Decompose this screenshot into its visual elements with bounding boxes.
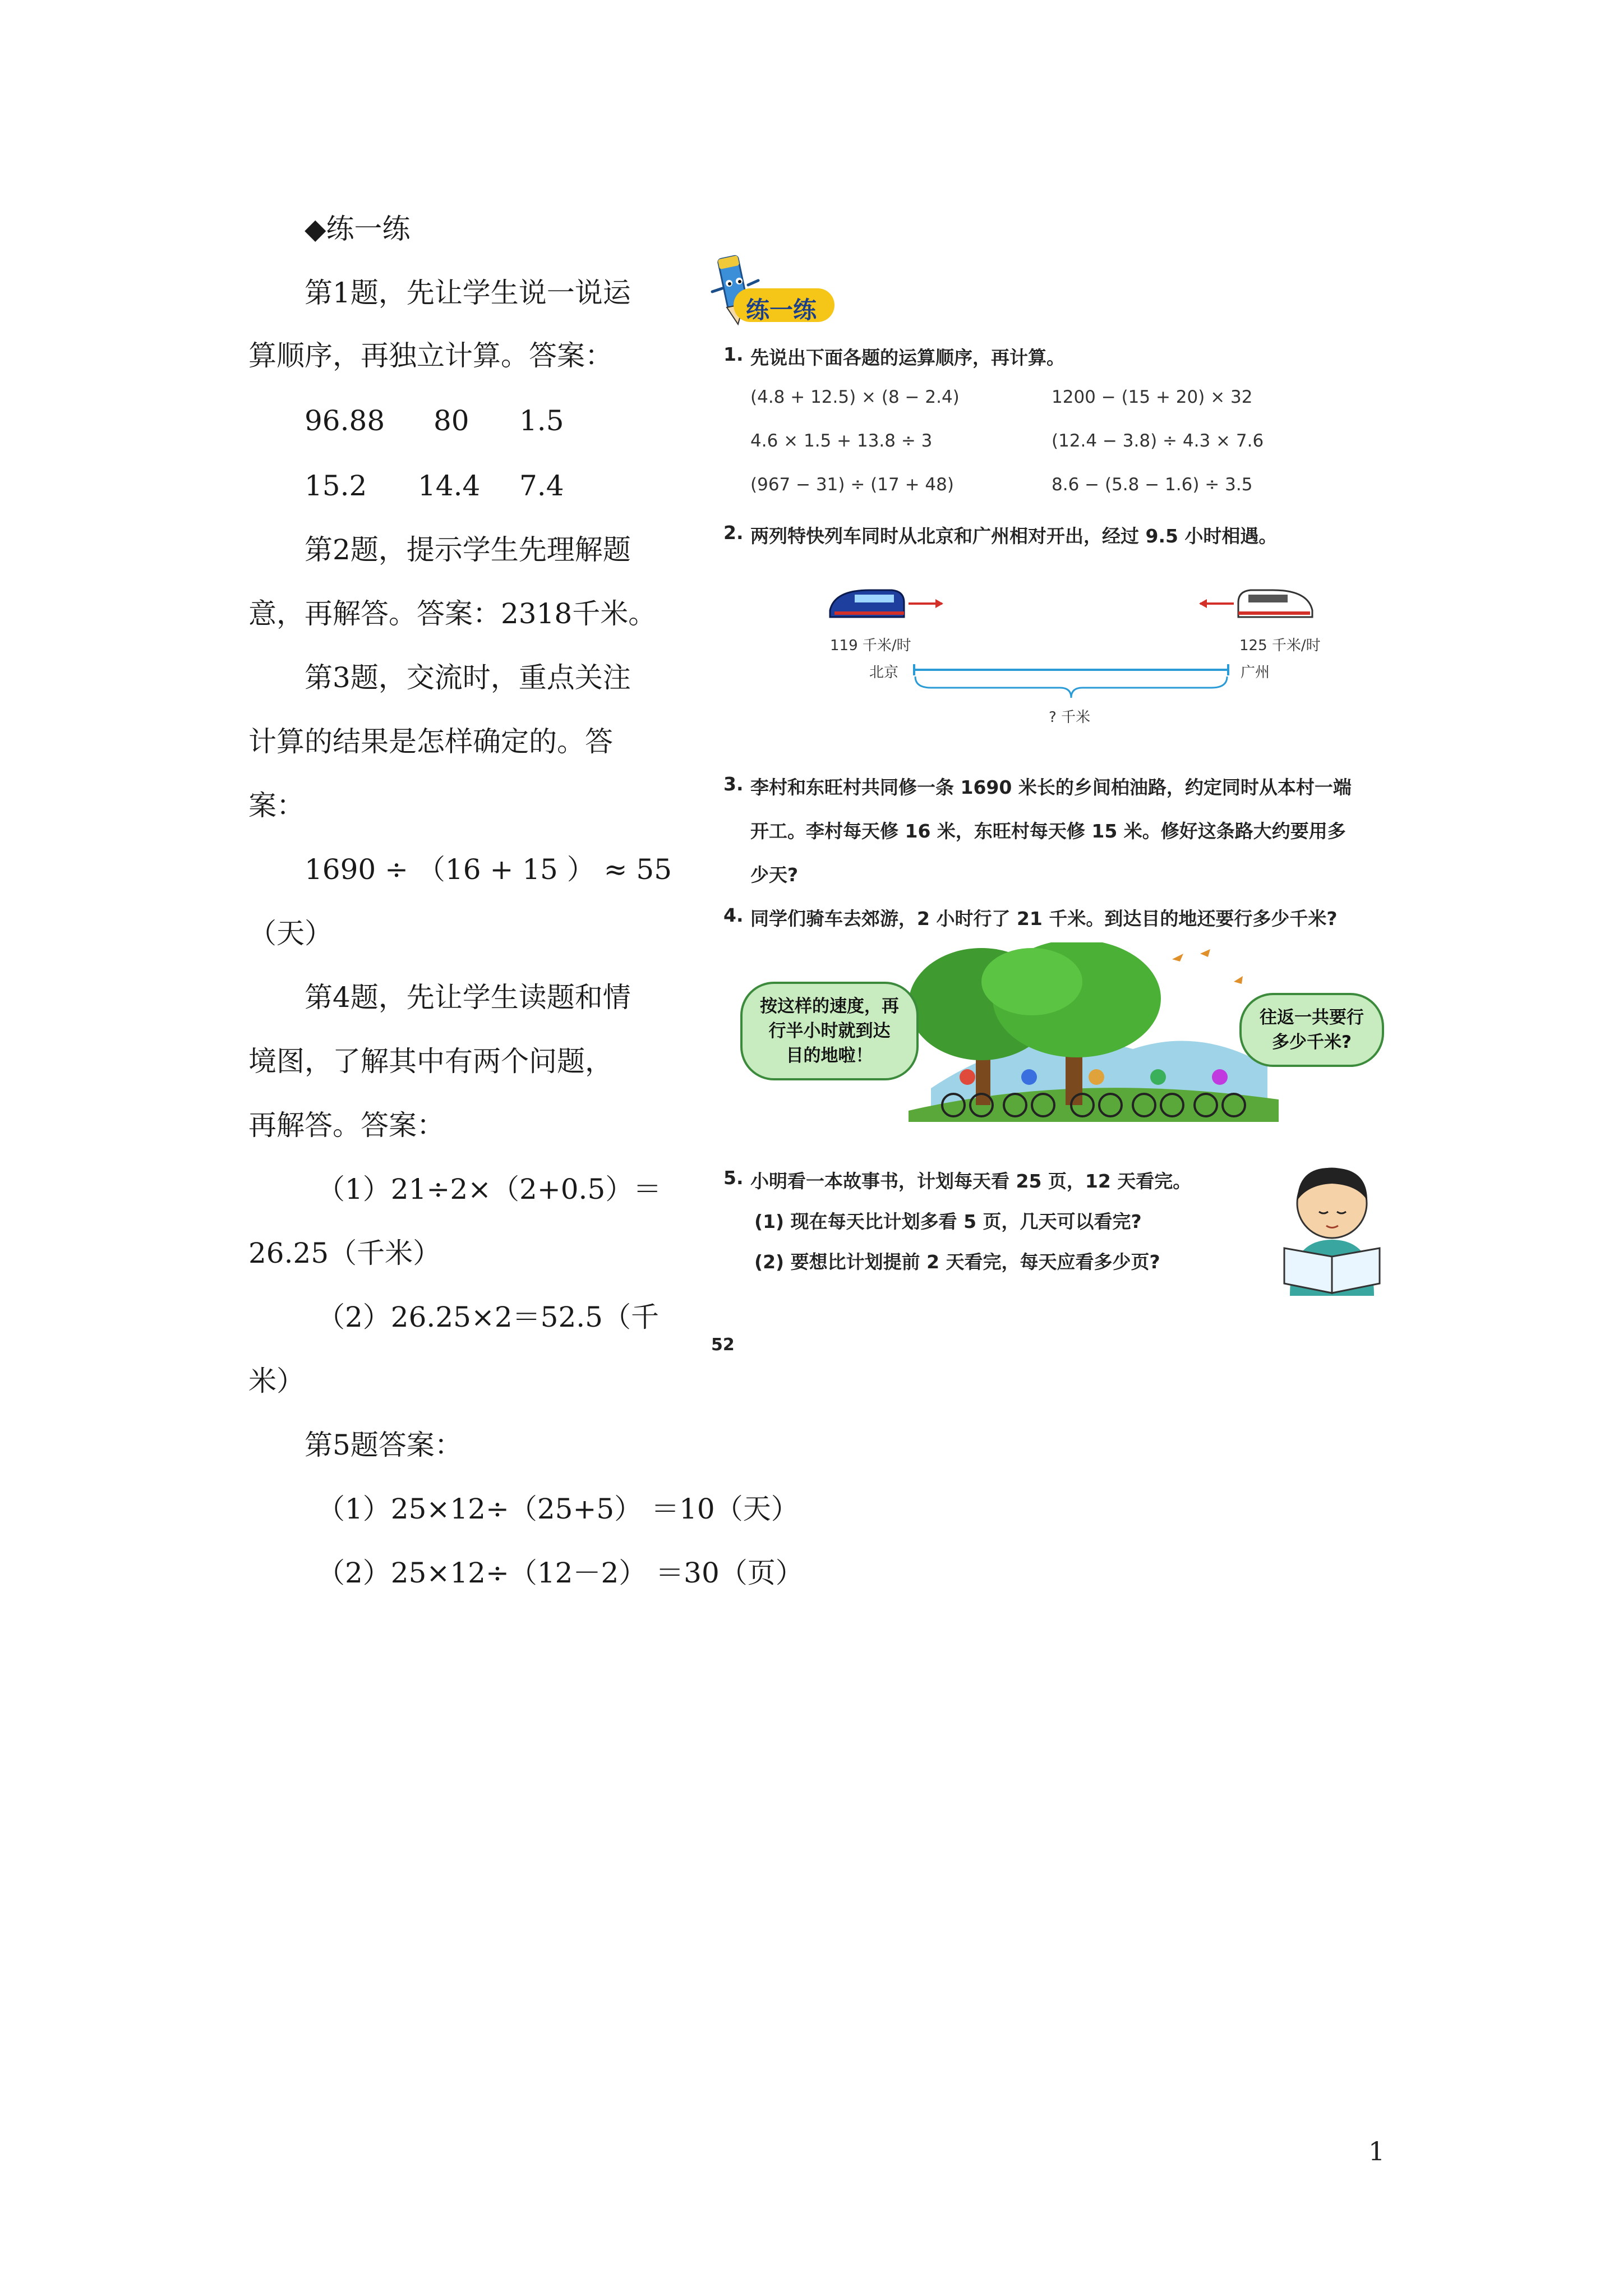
q4-number: 4. <box>723 904 744 926</box>
q4-answer: （1）21÷2×（2+0.5）＝ <box>317 1173 662 1205</box>
q5-answer: （1）25×12÷（25+5） ＝10（天） <box>317 1493 799 1525</box>
q1-text: 先说出下面各题的运算顺序，再计算。 <box>750 347 1065 369</box>
distance-label: ? 千米 <box>1049 709 1091 726</box>
page-number: 1 <box>1368 2136 1385 2166</box>
left-train-icon <box>830 590 904 617</box>
q4-note-line: 第4题，先让学生读题和情 <box>305 981 631 1014</box>
practice-banner <box>700 252 840 331</box>
q1-answer: 14.4 <box>418 470 481 502</box>
bubble-line: 多少千米? <box>1272 1032 1352 1052</box>
guangzhou-label: 广州 <box>1241 664 1270 681</box>
q4-text: 同学们骑车去郊游，2 小时行了 21 千米。到达目的地还要行多少千米? <box>750 908 1338 930</box>
q1-expression: 8.6 − (5.8 − 1.6) ÷ 3.5 <box>1052 475 1253 495</box>
right-train-icon <box>1238 590 1312 617</box>
q1-answer: 80 <box>434 404 469 437</box>
q1-answer: 96.88 <box>305 404 385 437</box>
q3-text-line: 开工。李村每天修 16 米，东旺村每天修 15 米。修好这条路大约要用多 <box>750 820 1346 842</box>
q2-text: 两列特快列车同时从北京和广州相对开出，经过 9.5 小时相遇。 <box>750 525 1278 547</box>
q1-note-line: 第1题，先让学生说一说运 <box>305 277 631 309</box>
q4-answer: 26.25（千米） <box>248 1237 441 1269</box>
q1-expression: (967 − 31) ÷ (17 + 48) <box>750 475 954 495</box>
bubble-line: 往返一共要行 <box>1260 1007 1364 1028</box>
q5-sub-question: (1) 现在每天比计划多看 5 页，几天可以看完? <box>754 1211 1142 1232</box>
q1-number: 1. <box>723 343 744 365</box>
q4-answer: （2）26.25×2＝52.5（千 <box>317 1301 659 1333</box>
textbook-page-number: 52 <box>711 1335 735 1355</box>
left-speed-label: 119 千米/时 <box>830 637 911 654</box>
q2-note-line: 第2题，提示学生先理解题 <box>305 533 631 566</box>
q4-note-line: 境图，了解其中有两个问题， <box>248 1045 613 1078</box>
q5-text: 小明看一本故事书，计划每天看 25 页，12 天看完。 <box>750 1170 1192 1192</box>
train-diagram <box>819 578 1324 729</box>
section-heading: ◆练一练 <box>305 213 411 245</box>
distance-brace <box>915 677 1227 698</box>
q3-note-line: 计算的结果是怎样确定的。答 <box>248 725 613 758</box>
right-speed-label: 125 千米/时 <box>1239 637 1321 654</box>
banner-title: 练一练 <box>746 296 817 324</box>
q3-note-line: 第3题，交流时，重点关注 <box>305 661 631 694</box>
bubble-line: 目的地啦！ <box>786 1046 873 1066</box>
q5-sub-question: (2) 要想比计划提前 2 天看完，每天应看多少页? <box>754 1251 1160 1273</box>
q1-expression: 1200 − (15 + 20) × 32 <box>1052 387 1253 407</box>
q2-note-line: 意，再解答。答案：2318千米。 <box>248 597 657 630</box>
cycling-scene <box>740 942 1391 1122</box>
q5-note-heading: 第5题答案： <box>305 1429 463 1461</box>
q1-note-line: 算顺序，再独立计算。答案： <box>248 339 613 372</box>
bubble-line: 按这样的速度，再 <box>760 996 899 1016</box>
right-speech-bubble <box>1239 993 1384 1067</box>
q1-answer: 1.5 <box>519 404 564 437</box>
left-speech-bubble <box>740 982 919 1080</box>
q3-number: 3. <box>723 773 744 795</box>
q1-answer: 15.2 <box>305 470 367 502</box>
q5-answer: （2）25×12÷（12－2） ＝30（页） <box>317 1557 804 1589</box>
q3-answer: 1690 ÷ （16 + 15 ） ≈ 55 <box>305 853 672 886</box>
q2-number: 2. <box>723 522 744 544</box>
q4-answer: 米） <box>248 1365 305 1397</box>
q1-expression: (4.8 + 12.5) × (8 − 2.4) <box>750 387 960 407</box>
q1-expression: (12.4 − 3.8) ÷ 4.3 × 7.6 <box>1052 431 1264 451</box>
boy-reading-icon <box>1267 1156 1396 1296</box>
q3-text-line: 李村和东旺村共同修一条 1690 米长的乡间柏油路，约定同时从本村一端 <box>750 776 1352 798</box>
q1-answer: 7.4 <box>519 470 564 502</box>
q3-answer: （天） <box>248 917 333 950</box>
q4-note-line: 再解答。答案： <box>248 1109 445 1142</box>
beijing-label: 北京 <box>869 664 899 681</box>
q1-expression: 4.6 × 1.5 + 13.8 ÷ 3 <box>750 431 933 451</box>
bubble-line: 行半小时就到达 <box>768 1021 891 1041</box>
q3-text-line: 少天? <box>750 864 799 886</box>
q5-number: 5. <box>723 1167 744 1189</box>
q3-note-line: 案： <box>248 789 305 822</box>
